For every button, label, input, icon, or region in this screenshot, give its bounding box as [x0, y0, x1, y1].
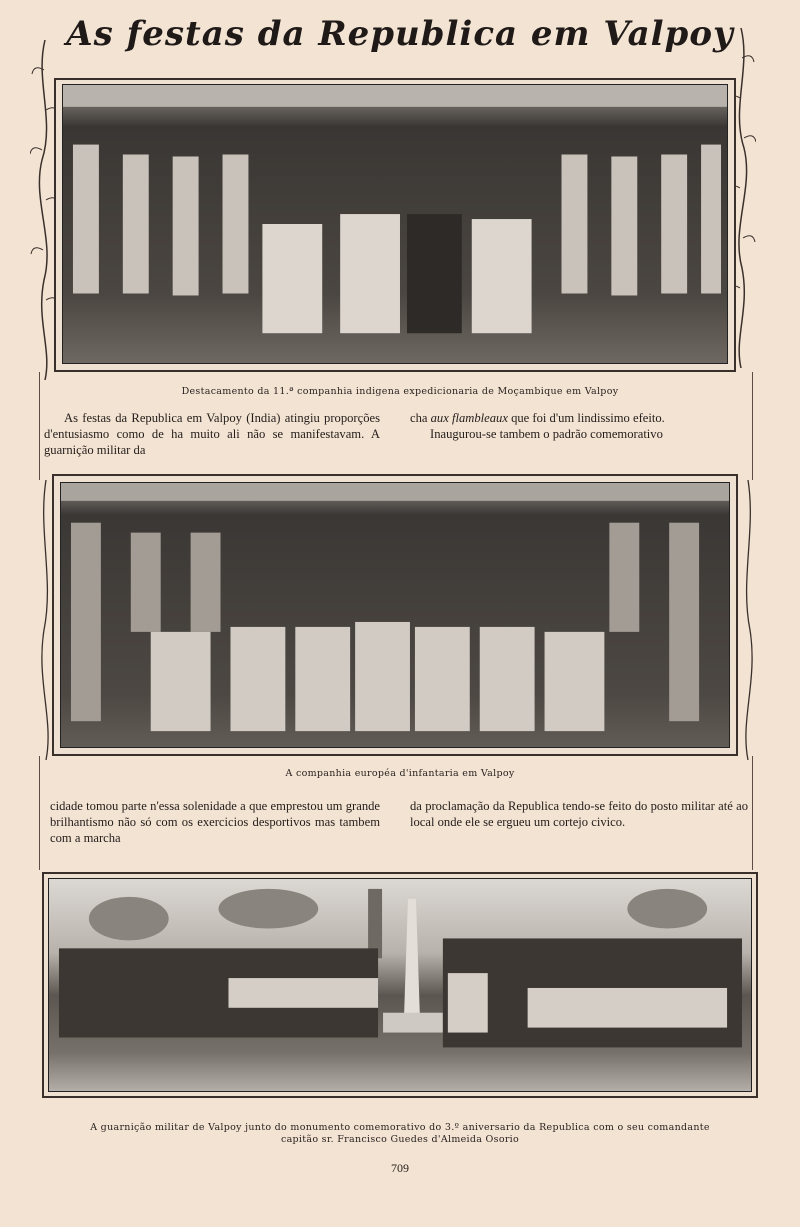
- photo-caption-3-line1: A guarnição militar de Valpoy junto do monumento comemorativo do 3.º aniversario da Republica com o seu comandante: [90, 1122, 710, 1133]
- paragraph: cidade tomou parte n'essa solenidade a que emprestou um grande brilhantismo não só com os exercicios desportivos mas tambem com a marcha: [50, 799, 380, 845]
- text-block-2-right: [410, 798, 748, 830]
- page-title: As festas da Republica em Valpoy: [66, 14, 734, 54]
- paragraph: da proclamação da Republica tendo-se feito do posto militar até ao local onde ele se ergueu um cortejo civico.: [410, 799, 748, 829]
- column-divider: [39, 756, 40, 870]
- photo-destacamento: [62, 84, 728, 364]
- right-vine-ornament: [736, 480, 760, 760]
- column-divider: [752, 756, 753, 870]
- page-number: 709: [391, 1161, 409, 1175]
- italic-text: aux flambleaux: [430, 411, 508, 425]
- text-run: que foi d'um lindissimo efeito.: [507, 411, 665, 425]
- photo-caption-2: A companhia européa d'infantaria em Valpoy: [285, 768, 515, 779]
- paragraph: As festas da Republica em Valpoy (India) atingiu proporções d'entusiasmo como de ha muito ali não se manifestavam. A guarnição militar da: [44, 411, 380, 457]
- text-block-1-left: [44, 410, 380, 458]
- text-block-1-right: [410, 410, 742, 442]
- text-block-2-left: [50, 798, 380, 846]
- paragraph: Inaugurou-se tambem o padrão comemorativo: [430, 427, 663, 441]
- photo-companhia-europeia: [60, 482, 730, 748]
- column-divider: [39, 372, 40, 480]
- photo-caption-3-line2: capitão sr. Francisco Guedes d'Almeida Osorio: [280, 1134, 520, 1145]
- photo-caption-1: Destacamento da 11.ª companhia indigena expedicionaria de Moçambique em Valpoy: [181, 386, 619, 397]
- text-run: cha: [410, 411, 431, 425]
- column-divider: [752, 372, 753, 480]
- photo-guarnicao: [48, 878, 752, 1092]
- paragraph: [410, 410, 742, 426]
